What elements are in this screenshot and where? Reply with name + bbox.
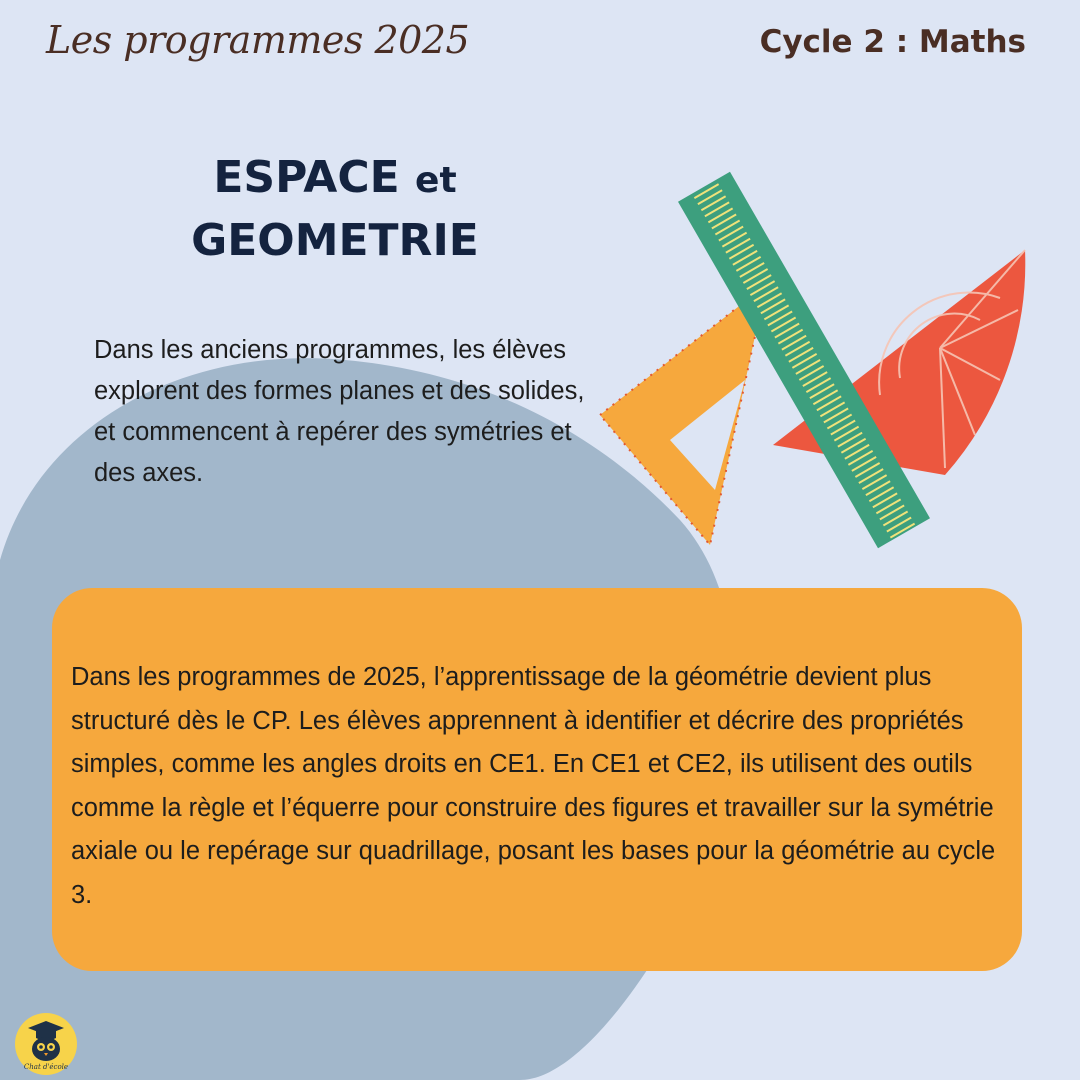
subject-label: Cycle 2 : Maths (759, 24, 1026, 60)
owl-graduation-icon (14, 1012, 78, 1076)
title-line2: GEOMETRIE (191, 215, 479, 266)
intro-paragraph: Dans les anciens programmes, les élèves explorent des formes planes et des solides, et commencent à repérer des symétries et des axes. (94, 336, 585, 487)
info-card (52, 588, 1022, 971)
logo-text: Chat d'école (23, 1063, 69, 1071)
title-connector: et (415, 160, 457, 201)
page-title (160, 148, 510, 271)
set-square-icon (600, 285, 766, 545)
series-title: Les programmes 2025 (46, 18, 470, 62)
card-paragraph: Dans les programmes de 2025, l’apprentissage de la géométrie devient plus structuré dès le CP. Les élèves apprennent à identifier et décrire des propriétés simples, comme les angles droits en CE1. En CE1 et CE2, ils utilisent des outils comme la règle et l’équerre pour construire des figures et travailler sur la symétrie axiale ou le repérage sur quadrillage, posant les bases pour la géométrie au cycle 3. (71, 663, 996, 909)
title-main: ESPACE (213, 152, 400, 203)
geometry-tools-illustration (580, 150, 1040, 570)
